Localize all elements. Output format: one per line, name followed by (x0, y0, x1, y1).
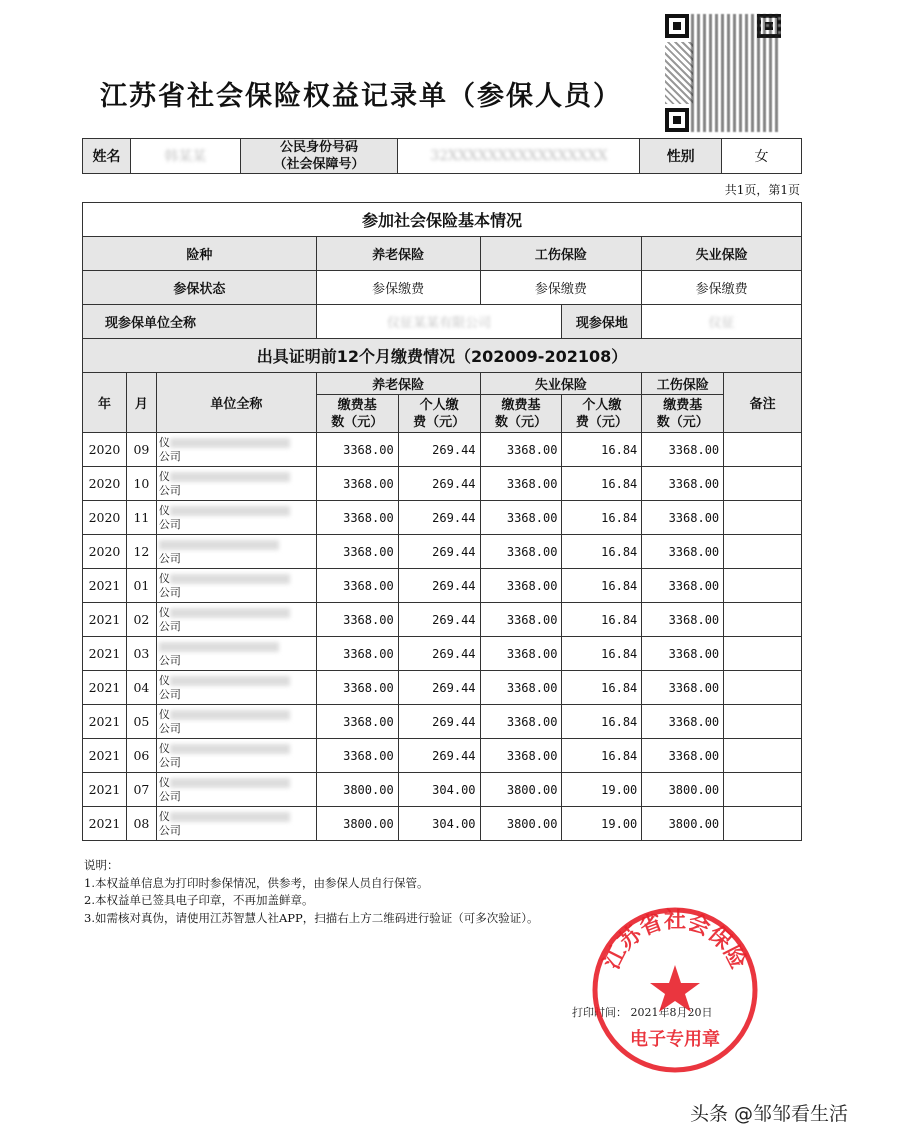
unit-label: 现参保单位全称 (83, 305, 317, 339)
table-row (83, 671, 802, 705)
row-injury-base: 3368.00 (642, 501, 724, 535)
row-month: 05 (126, 705, 156, 739)
table-row (83, 637, 802, 671)
row-month: 09 (126, 433, 156, 467)
status-injury: 参保缴费 (480, 271, 642, 305)
qr-code[interactable] (663, 12, 783, 134)
row-pension-base: 3368.00 (316, 433, 398, 467)
col-year: 年 (83, 373, 127, 433)
row-injury-base: 3368.00 (642, 637, 724, 671)
row-unit: 仪 公司 (156, 773, 316, 807)
row-unemployment-personal: 16.84 (562, 637, 642, 671)
row-year: 2021 (83, 739, 127, 773)
row-unit: 仪 公司 (156, 467, 316, 501)
notes-heading: 说明： (84, 858, 119, 872)
row-year: 2020 (83, 501, 127, 535)
row-pension-personal: 269.44 (398, 603, 480, 637)
row-unit: 公司 (156, 535, 316, 569)
row-remark (724, 569, 802, 603)
id-label: 公民身份号码 （社会保障号） (240, 139, 398, 174)
row-remark (724, 535, 802, 569)
row-year: 2020 (83, 467, 127, 501)
row-remark (724, 501, 802, 535)
type-unemployment: 失业保险 (642, 237, 802, 271)
name-value: 韩某某 (130, 139, 240, 174)
note-item: 3.如需核对真伪，请使用江苏智慧人社APP，扫描右上方二维码进行验证（可多次验证）。 (84, 910, 539, 925)
page-info: 共1页，第1页 (724, 183, 800, 197)
note-item: 1.本权益单信息为打印时参保情况，供参考，由参保人员自行保管。 (84, 875, 429, 890)
table-row (83, 501, 802, 535)
row-injury-base: 3368.00 (642, 671, 724, 705)
gender-label: 性别 (640, 139, 722, 174)
col-month: 月 (126, 373, 156, 433)
sub-injury-base: 缴费基 数（元） (642, 395, 724, 433)
notes (84, 857, 539, 927)
type-pension: 养老保险 (316, 237, 480, 271)
row-injury-base: 3800.00 (642, 807, 724, 841)
print-time: 打印时间： 2021年8月20日 (572, 1006, 713, 1019)
row-month: 11 (126, 501, 156, 535)
row-pension-personal: 269.44 (398, 637, 480, 671)
row-pension-personal: 269.44 (398, 671, 480, 705)
col-unit: 单位全称 (156, 373, 316, 433)
row-remark (724, 705, 802, 739)
row-unemployment-personal: 16.84 (562, 603, 642, 637)
row-month: 04 (126, 671, 156, 705)
col-remark: 备注 (724, 373, 802, 433)
row-remark (724, 433, 802, 467)
row-unemployment-base: 3800.00 (480, 773, 562, 807)
watermark: 头条 @邹邹看生活 (690, 1103, 849, 1125)
row-pension-personal: 304.00 (398, 773, 480, 807)
personal-info-table (82, 138, 802, 174)
row-unemployment-base: 3368.00 (480, 739, 562, 773)
status-pension: 参保缴费 (316, 271, 480, 305)
row-pension-base: 3368.00 (316, 739, 398, 773)
col-injury: 工伤保险 (642, 373, 724, 395)
row-unemployment-personal: 19.00 (562, 807, 642, 841)
row-unemployment-personal: 16.84 (562, 433, 642, 467)
row-pension-personal: 269.44 (398, 501, 480, 535)
row-unemployment-base: 3368.00 (480, 535, 562, 569)
row-unemployment-base: 3800.00 (480, 807, 562, 841)
row-month: 08 (126, 807, 156, 841)
name-label: 姓名 (83, 139, 131, 174)
row-unit: 仪 公司 (156, 433, 316, 467)
row-unemployment-base: 3368.00 (480, 705, 562, 739)
row-unit: 仪 公司 (156, 705, 316, 739)
stamp-top-text: 江苏省社会保险 (599, 908, 751, 974)
row-year: 2021 (83, 569, 127, 603)
row-remark (724, 637, 802, 671)
row-unemployment-base: 3368.00 (480, 569, 562, 603)
row-pension-base: 3368.00 (316, 705, 398, 739)
row-unit: 仪 公司 (156, 807, 316, 841)
gender-value: 女 (722, 139, 802, 174)
row-year: 2021 (83, 637, 127, 671)
table-row (83, 467, 802, 501)
row-pension-personal: 269.44 (398, 705, 480, 739)
row-injury-base: 3800.00 (642, 773, 724, 807)
row-injury-base: 3368.00 (642, 603, 724, 637)
row-remark (724, 671, 802, 705)
row-unemployment-base: 3368.00 (480, 637, 562, 671)
unit-value: 仪征某某有限公司 (316, 305, 562, 339)
table-row (83, 739, 802, 773)
row-month: 03 (126, 637, 156, 671)
row-unemployment-base: 3368.00 (480, 603, 562, 637)
row-unemployment-personal: 19.00 (562, 773, 642, 807)
row-unemployment-base: 3368.00 (480, 671, 562, 705)
row-unit: 仪 公司 (156, 739, 316, 773)
row-year: 2020 (83, 433, 127, 467)
row-pension-base: 3368.00 (316, 569, 398, 603)
row-remark (724, 603, 802, 637)
payment-section-title: 出具证明前12个月缴费情况（202009-202108） (83, 339, 802, 373)
table-row (83, 807, 802, 841)
table-row (83, 569, 802, 603)
row-pension-base: 3368.00 (316, 535, 398, 569)
table-row (83, 603, 802, 637)
table-row (83, 705, 802, 739)
row-unit: 仪 公司 (156, 603, 316, 637)
official-stamp (590, 905, 760, 1075)
row-unit: 仪 公司 (156, 501, 316, 535)
type-injury: 工伤保险 (480, 237, 642, 271)
row-pension-base: 3368.00 (316, 467, 398, 501)
status-label: 参保状态 (83, 271, 317, 305)
table-row (83, 773, 802, 807)
note-item: 2.本权益单已签具电子印章，不再加盖鲜章。 (84, 893, 314, 907)
row-year: 2021 (83, 671, 127, 705)
row-month: 02 (126, 603, 156, 637)
row-unit: 仪 公司 (156, 671, 316, 705)
row-unemployment-personal: 16.84 (562, 671, 642, 705)
row-unemployment-base: 3368.00 (480, 501, 562, 535)
row-pension-personal: 269.44 (398, 467, 480, 501)
row-pension-base: 3368.00 (316, 603, 398, 637)
row-month: 12 (126, 535, 156, 569)
row-unemployment-personal: 16.84 (562, 569, 642, 603)
document-title: 江苏省社会保险权益记录单（参保人员） (100, 81, 622, 112)
row-pension-personal: 269.44 (398, 535, 480, 569)
row-injury-base: 3368.00 (642, 569, 724, 603)
row-month: 06 (126, 739, 156, 773)
row-year: 2021 (83, 773, 127, 807)
row-month: 07 (126, 773, 156, 807)
row-unemployment-personal: 16.84 (562, 467, 642, 501)
table-row (83, 535, 802, 569)
sub-pension-personal: 个人缴 费（元） (398, 395, 480, 433)
col-pension: 养老保险 (316, 373, 480, 395)
status-unemployment: 参保缴费 (642, 271, 802, 305)
row-pension-personal: 269.44 (398, 569, 480, 603)
row-pension-personal: 269.44 (398, 433, 480, 467)
sub-pension-base: 缴费基 数（元） (316, 395, 398, 433)
row-pension-base: 3368.00 (316, 671, 398, 705)
row-remark (724, 739, 802, 773)
row-injury-base: 3368.00 (642, 535, 724, 569)
row-pension-personal: 304.00 (398, 807, 480, 841)
type-label: 险种 (83, 237, 317, 271)
table-row (83, 433, 802, 467)
row-month: 01 (126, 569, 156, 603)
row-unit: 仪 公司 (156, 569, 316, 603)
basic-section-title: 参加社会保险基本情况 (83, 203, 802, 237)
row-pension-base: 3800.00 (316, 807, 398, 841)
row-unemployment-personal: 16.84 (562, 535, 642, 569)
stamp-bottom-text: 电子专用章 (630, 1029, 720, 1050)
row-injury-base: 3368.00 (642, 433, 724, 467)
row-year: 2021 (83, 807, 127, 841)
insurance-table (82, 202, 802, 841)
row-pension-base: 3800.00 (316, 773, 398, 807)
row-remark (724, 773, 802, 807)
row-unit: 公司 (156, 637, 316, 671)
row-unemployment-personal: 16.84 (562, 739, 642, 773)
row-injury-base: 3368.00 (642, 467, 724, 501)
row-year: 2020 (83, 535, 127, 569)
row-unemployment-base: 3368.00 (480, 467, 562, 501)
row-remark (724, 467, 802, 501)
row-remark (724, 807, 802, 841)
row-month: 10 (126, 467, 156, 501)
row-pension-personal: 269.44 (398, 739, 480, 773)
row-injury-base: 3368.00 (642, 739, 724, 773)
col-unemployment: 失业保险 (480, 373, 642, 395)
row-unemployment-personal: 16.84 (562, 501, 642, 535)
row-year: 2021 (83, 705, 127, 739)
row-injury-base: 3368.00 (642, 705, 724, 739)
location-label: 现参保地 (562, 305, 642, 339)
star-icon (650, 965, 700, 1012)
row-unemployment-base: 3368.00 (480, 433, 562, 467)
id-value: 32XXXXXXXXXXXXXXXX (398, 139, 640, 174)
sub-unemployment-personal: 个人缴 费（元） (562, 395, 642, 433)
row-year: 2021 (83, 603, 127, 637)
row-pension-base: 3368.00 (316, 637, 398, 671)
location-value: 仪征 (642, 305, 802, 339)
row-pension-base: 3368.00 (316, 501, 398, 535)
row-unemployment-personal: 16.84 (562, 705, 642, 739)
sub-unemployment-base: 缴费基 数（元） (480, 395, 562, 433)
